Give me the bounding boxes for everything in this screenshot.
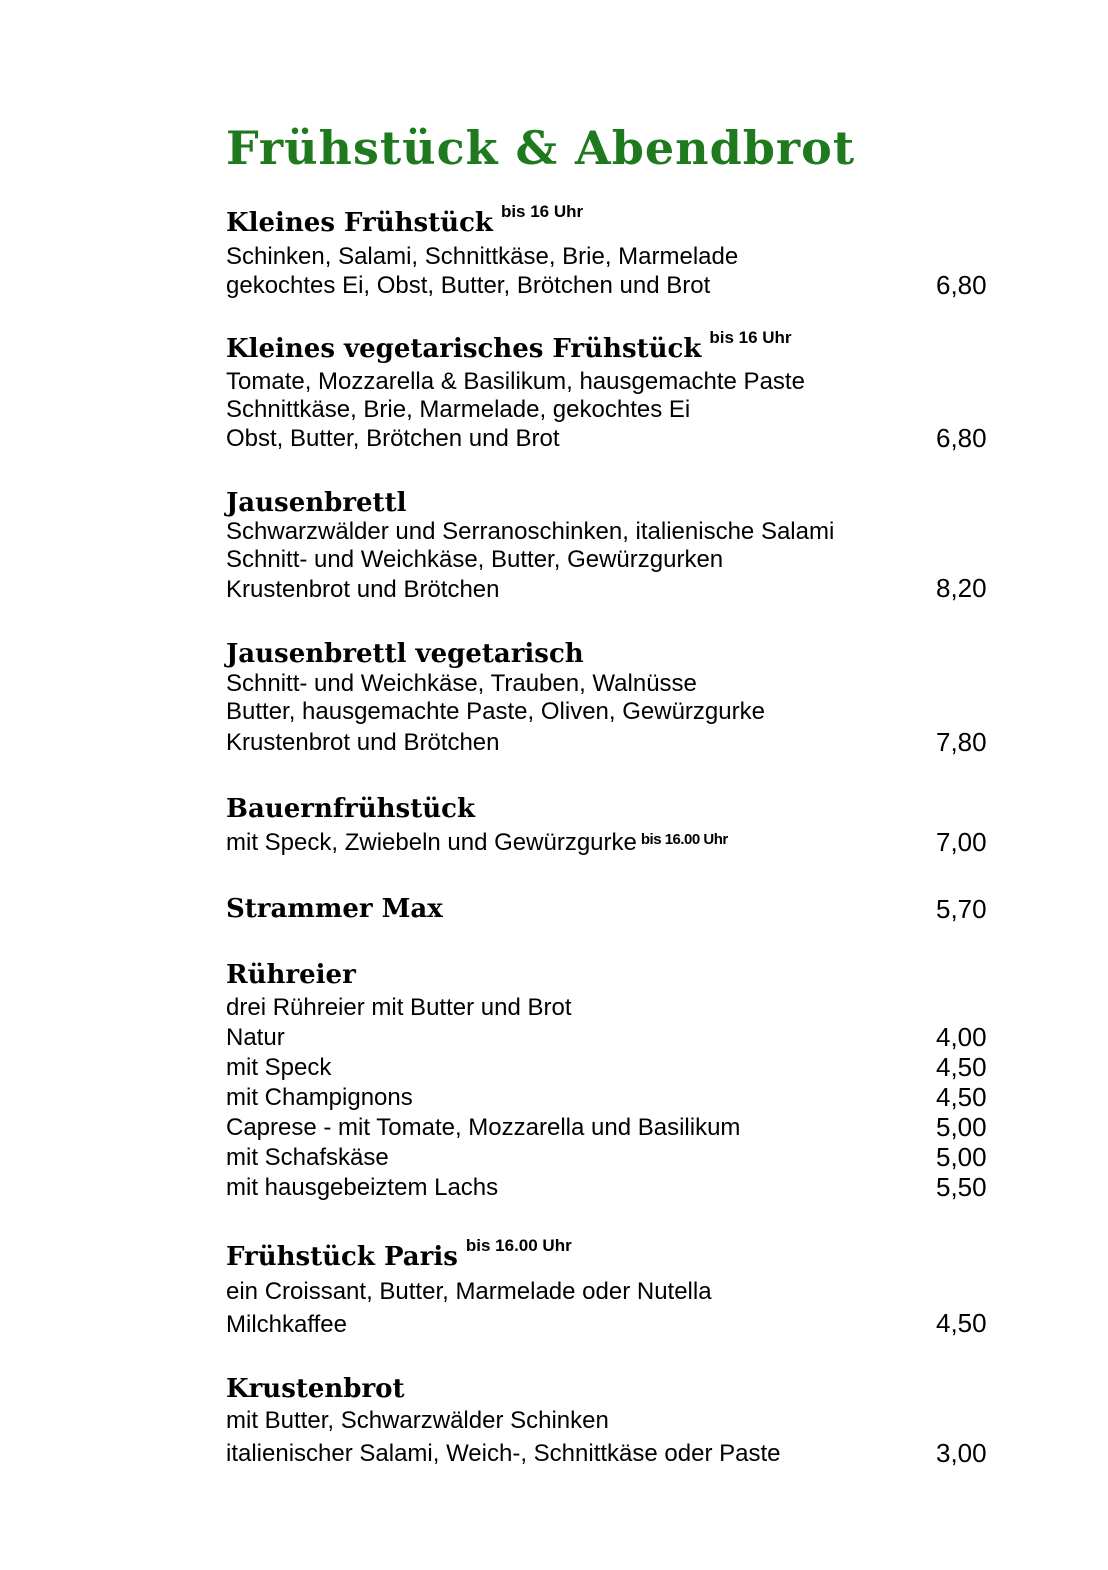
item-description: Schnitt- und Weichkäse, Butter, Gewürzgurken: [226, 546, 724, 573]
variant-price: 4,50: [936, 1052, 987, 1082]
item-price: 7,00: [936, 827, 987, 857]
item-name-fruehstueck-paris: Frühstück Paris $^{bis 16.00 Uhr}$: [226, 1236, 572, 1272]
item-price: 5,70: [936, 894, 987, 924]
item-description: Tomate, Mozzarella & Basilikum, hausgemachte Paste: [226, 368, 805, 395]
item-name-kleines-vegetarisches-fruehstueck: Kleines vegetarisches Frühstück $^{bis 16 Uhr}$: [226, 328, 792, 364]
item-name-jausenbrettl-vegetarisch: Jausenbrettl vegetarisch: [226, 639, 584, 669]
variant-price: 4,50: [936, 1082, 987, 1112]
item-note: bis 16 Uhr: [709, 328, 792, 347]
item-price: 6,80: [936, 270, 987, 300]
variant-price: 4,00: [936, 1022, 987, 1052]
item-description: Krustenbrot und Brötchen: [226, 729, 500, 756]
item-description: italienischer Salami, Weich-, Schnittkäse oder Paste: [226, 1440, 781, 1467]
item-description: drei Rühreier mit Butter und Brot: [226, 994, 572, 1021]
item-description: Butter, hausgemachte Paste, Oliven, Gewürzgurke: [226, 698, 765, 725]
variant-price: 5,50: [936, 1172, 987, 1202]
item-name-krustenbrot: Krustenbrot: [226, 1374, 405, 1404]
item-description: Milchkaffee: [226, 1311, 347, 1338]
item-description: mit Speck, Zwiebeln und Gewürzgurke $^{bis 16.00 Uhr}$: [226, 829, 728, 856]
item-name-bauernfruehstueck: Bauernfrühstück: [226, 794, 475, 824]
item-note: bis 16 Uhr: [500, 202, 584, 221]
item-price: 6,80: [936, 423, 987, 453]
variant-price: 5,00: [936, 1142, 987, 1172]
item-description: Schnittkäse, Brie, Marmelade, gekochtes Ei: [226, 396, 691, 423]
item-description: Obst, Butter, Brötchen und Brot: [226, 425, 560, 452]
variant-label: Natur: [226, 1024, 285, 1051]
item-description: Schnitt- und Weichkäse, Trauben, Walnüsse: [226, 670, 697, 697]
variant-label: mit Champignons: [226, 1084, 413, 1111]
item-description: Krustenbrot und Brötchen: [226, 576, 500, 603]
item-description: gekochtes Ei, Obst, Butter, Brötchen und Brot: [226, 272, 711, 299]
variant-price: 5,00: [936, 1112, 987, 1142]
item-name-kleines-fruehstueck: Kleines Frühstück $^{bis 16 Uhr}$: [226, 202, 584, 238]
item-price: 8,20: [936, 573, 987, 603]
item-description: Schwarzwälder und Serranoschinken, italienische Salami: [226, 518, 835, 545]
item-price: 3,00: [936, 1438, 987, 1468]
item-note: bis 16.00 Uhr: [465, 1236, 572, 1255]
item-note: bis 16.00 Uhr: [640, 831, 728, 848]
item-name-ruehreier: Rühreier: [226, 960, 356, 990]
item-description: Schinken, Salami, Schnittkäse, Brie, Marmelade: [226, 243, 739, 270]
item-price: 4,50: [936, 1308, 987, 1338]
variant-label: Caprese - mit Tomate, Mozzarella und Basilikum: [226, 1114, 741, 1141]
page-title: Frühstück & Abendbrot: [226, 121, 856, 175]
variant-label: mit hausgebeiztem Lachs: [226, 1174, 499, 1201]
item-description: mit Butter, Schwarzwälder Schinken: [226, 1407, 609, 1434]
variant-label: mit Schafskäse: [226, 1144, 389, 1171]
item-name-jausenbrettl: Jausenbrettl: [226, 488, 407, 518]
item-price: 7,80: [936, 727, 987, 757]
variant-label: mit Speck: [226, 1054, 332, 1081]
item-name-strammer-max: Strammer Max: [226, 894, 443, 924]
item-description: ein Croissant, Butter, Marmelade oder Nutella: [226, 1278, 712, 1305]
